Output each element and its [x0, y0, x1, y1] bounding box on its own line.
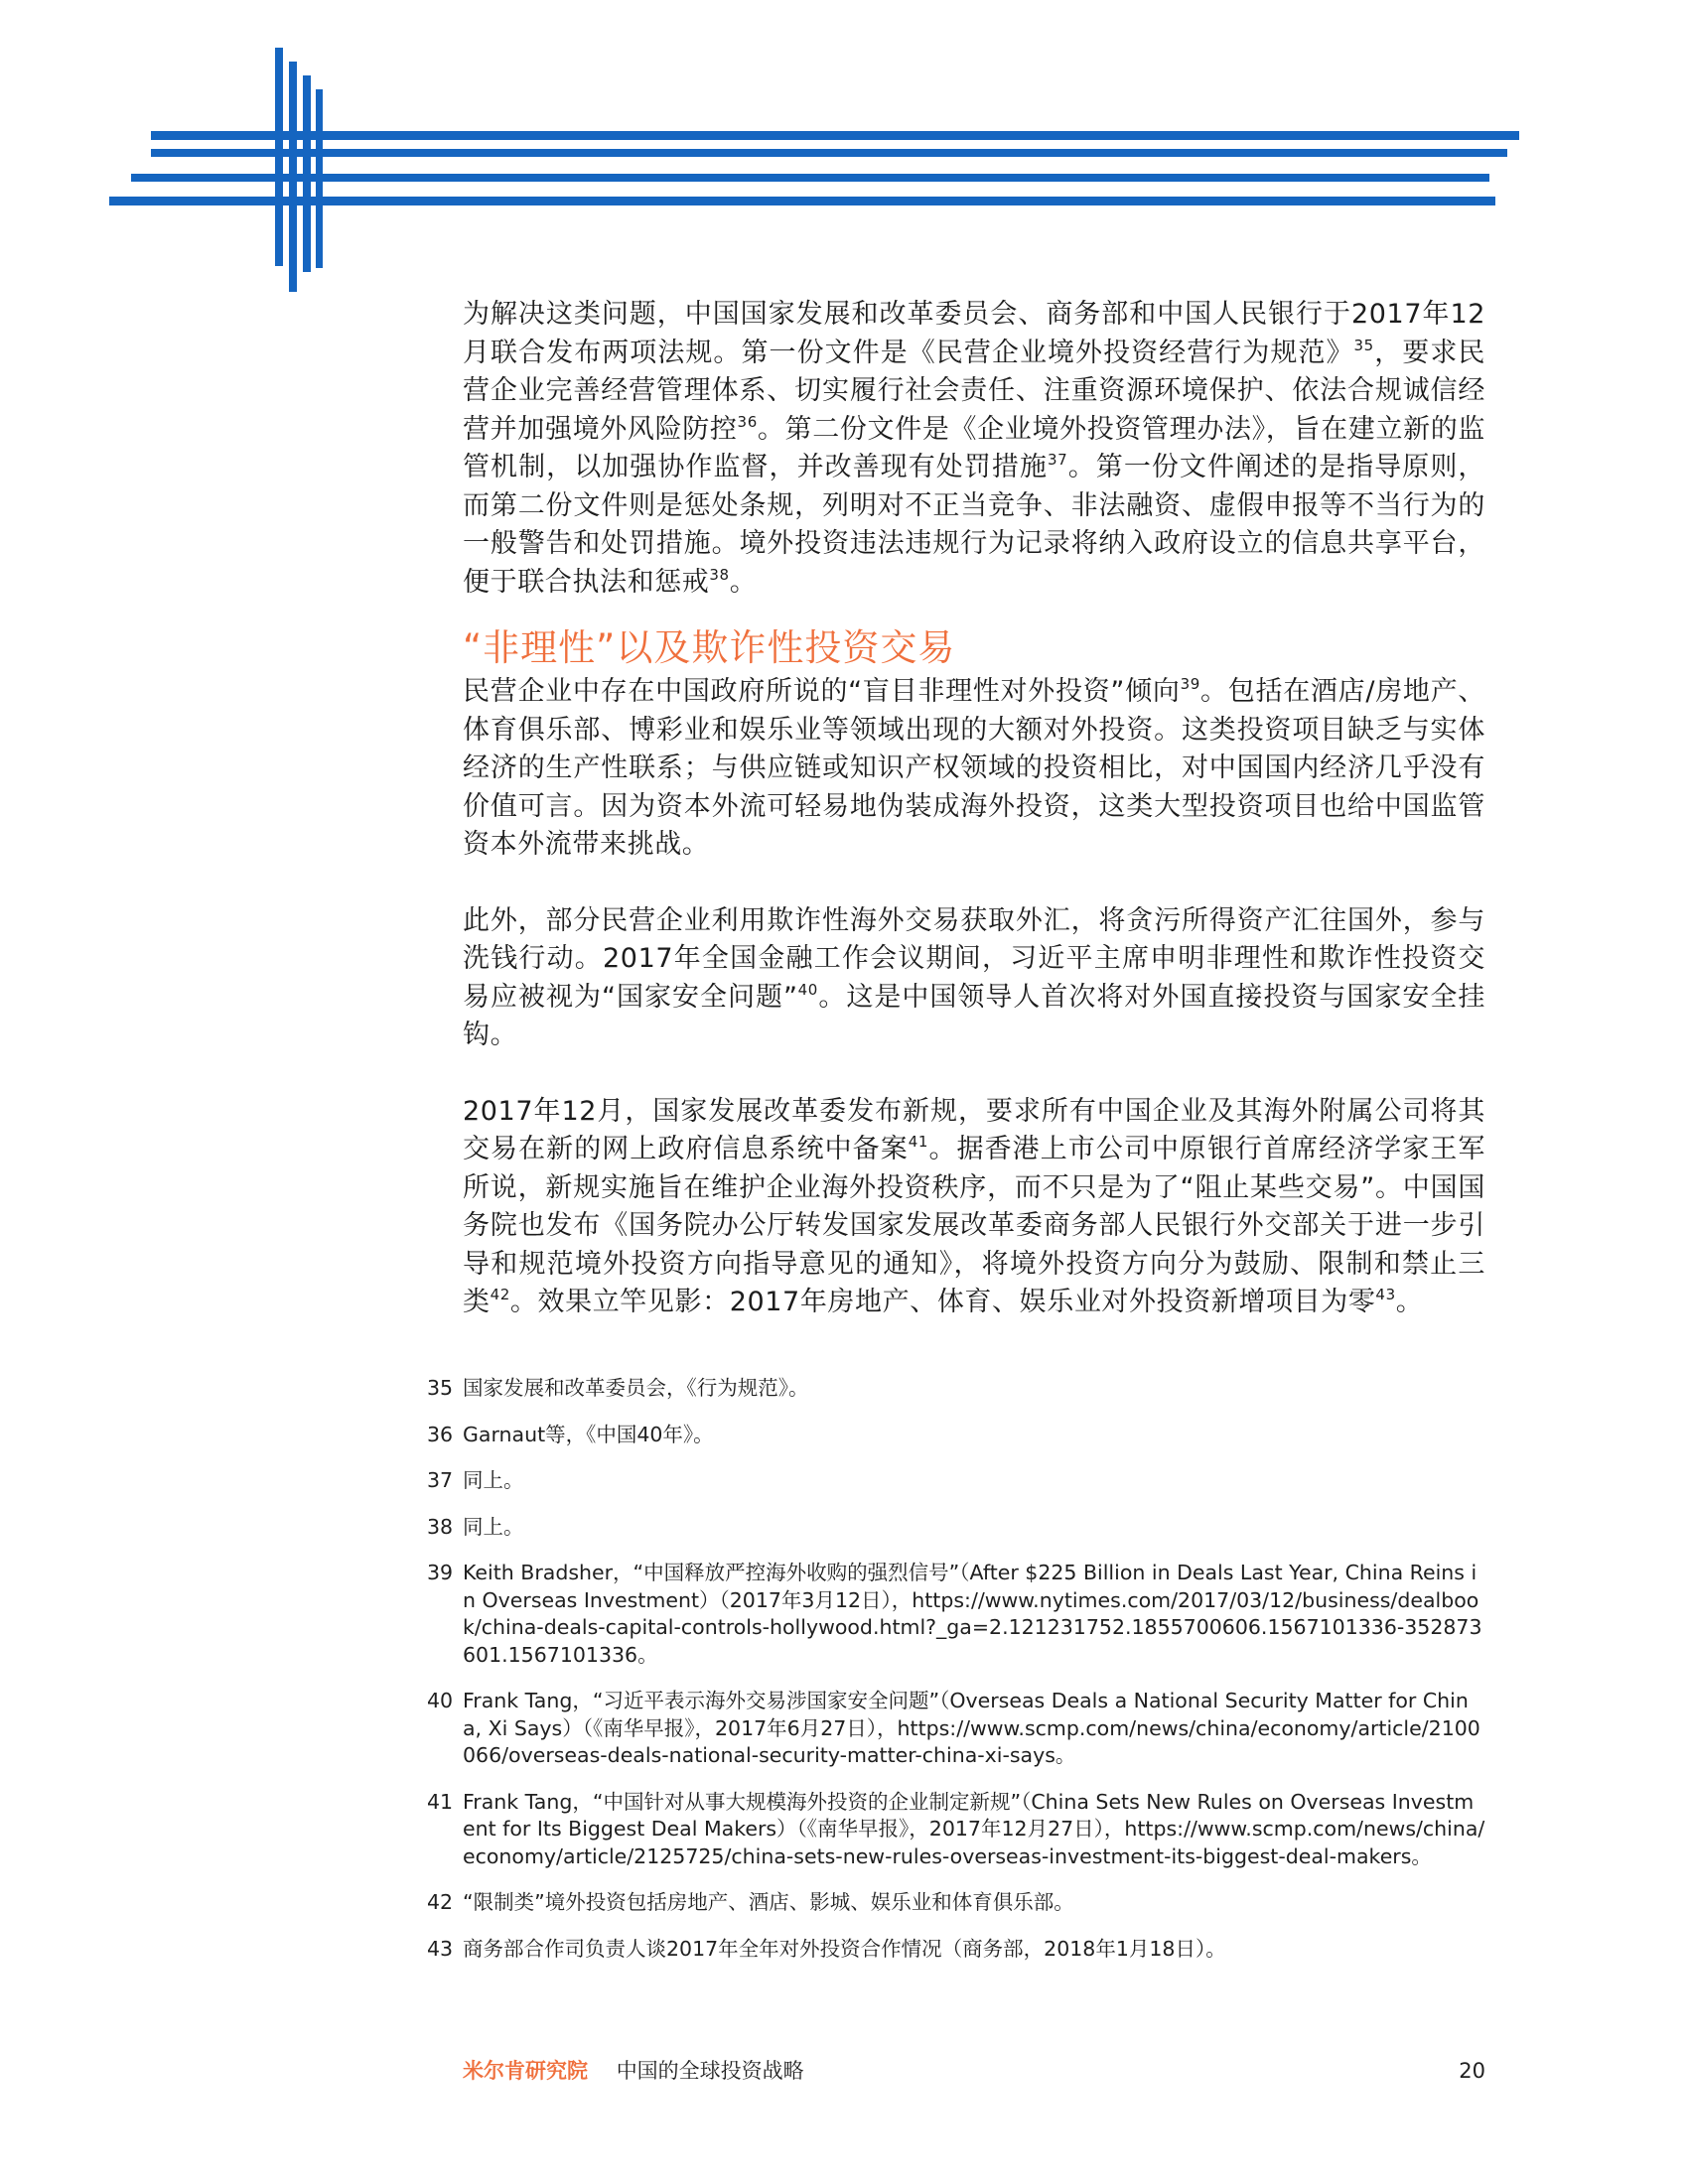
footnote-ref: 35: [1353, 336, 1374, 354]
text-run: 为解决这类问题，中国国家发展和改革委员会、商务部和中国人民银行于2017年12月联合发布两项法规。第一份文件是《民营企业境外投资经营行为规范》: [463, 299, 1485, 368]
footnote: [427, 1688, 1485, 1770]
text-run: 。据香港上市公司中原银行首席经济学家王军所说，新规实施旨在维护企业海外投资秩序，而不只是为了“阻止某些交易”。中国国务院也发布《国务院办公厅转发国家发展改革委商务部人民银行外交部关于进一步引导和规范境外投资方向指导意见的通知》，将境外投资方向分为鼓励、限制和禁止三类: [463, 1134, 1486, 1317]
text-run: 民营企业中存在中国政府所说的“盲目非理性对外投资”倾向: [463, 676, 1181, 707]
footnote-number: 40: [427, 1689, 454, 1712]
footnote-text: 同上。: [463, 1514, 524, 1539]
footnote: [427, 1514, 1485, 1542]
footnote: [427, 1467, 1485, 1495]
footnote-text: Frank Tang，“中国针对从事大规模海外投资的企业制定新规”（China Sets New Rules on Overseas Investment for Its Biggest Deal Makers）（《南华早报》，2017年12月27日），https://www.scmp.com/news/china/economy/article/2125725/china-sets-new-rules-overseas-investment-its-biggest-deal-makers。: [463, 1789, 1485, 1868]
paragraph-fraudulent-deals: [463, 902, 1485, 1055]
footnote-number: 43: [427, 1936, 454, 1961]
footnote-text: 商务部合作司负责人谈2017年全年对外投资合作情况（商务部，2018年1月18日）。: [463, 1936, 1226, 1961]
text-run: 。第二份文件是《企业境外投资管理办法》，旨在建立新的监管机制，以加强协作监督，并改善现有处罚措施: [463, 413, 1486, 482]
page-number: 20: [1459, 2059, 1485, 2083]
footnote-number: 42: [427, 1890, 454, 1914]
footnote-text: “限制类”境外投资包括房地产、酒店、影城、娱乐业和体育俱乐部。: [463, 1890, 1074, 1914]
text-run: 。: [729, 566, 758, 598]
footnote: [427, 1889, 1485, 1917]
paragraph-regulations: [463, 296, 1485, 602]
footnote: [427, 1789, 1485, 1871]
article-body: [463, 296, 1485, 1322]
footnote-ref: 38: [709, 565, 730, 584]
footnote-ref: 36: [737, 412, 758, 431]
footnote: [427, 1936, 1485, 1964]
footnote-number: 39: [427, 1561, 454, 1584]
text-run: 。这是中国领导人首次将对外国直接投资与国家安全挂钩。: [463, 981, 1485, 1050]
footnote-text: 国家发展和改革委员会，《行为规范》。: [463, 1376, 809, 1400]
footnote-ref: 40: [797, 980, 818, 999]
footnote-text: 同上。: [463, 1468, 524, 1492]
header-lines-decoration: [0, 0, 1688, 318]
footnote-ref: 41: [908, 1133, 929, 1151]
footnote-ref: 42: [490, 1286, 510, 1303]
footnote-number: 36: [427, 1422, 454, 1446]
footnote-number: 41: [427, 1789, 454, 1814]
text-run: 。效果立竿见影：2017年房地产、体育、娱乐业对外投资新增项目为零: [509, 1287, 1376, 1317]
footnote: [427, 1375, 1485, 1403]
footnote-ref: 43: [1375, 1286, 1396, 1303]
page-footer: [463, 2057, 1485, 2085]
text-run: 。第一份文件阐述的是指导原则，而第二份文件则是惩处条规，列明对不正当竞争、非法融资、虚假申报等不当行为的一般警告和处罚措施。境外投资违法违规行为记录将纳入政府设立的信息共享平台，便于联合执法和惩戒: [463, 452, 1486, 598]
footnote-number: 37: [427, 1468, 454, 1492]
footnote-text: Garnaut等，《中国40年》。: [463, 1422, 714, 1446]
section-heading: “非理性”以及欺诈性投资交易: [463, 626, 956, 669]
footnote: [427, 1560, 1485, 1669]
text-run: 。包括在酒店/房地产、体育俱乐部、博彩业和娱乐业等领域出现的大额对外投资。这类投资项目缺乏与实体经济的生产性联系；与供应链或知识产权领域的投资相比，对中国国内经济几乎没有价值可言。因为资本外流可轻易地伪装成海外投资，这类大型投资项目也给中国监管资本外流带来挑战。: [463, 676, 1485, 860]
text-run: 此外，部分民营企业利用欺诈性海外交易获取外汇，将贪污所得资产汇往国外，参与洗钱行动。2017年全国金融工作会议期间，习近平主席申明非理性和欺诈性投资交易应被视为“国家安全问题”: [463, 904, 1485, 1013]
footnote-number: 38: [427, 1514, 454, 1539]
text-run: ，要求民营企业完善经营管理体系、切实履行社会责任、注重资源环境保护、依法合规诚信经营并加强境外风险防控: [463, 337, 1486, 445]
footnote-ref: 37: [1048, 451, 1068, 469]
footnotes: [427, 1375, 1485, 1981]
paragraph-new-rules: [463, 1093, 1485, 1322]
footnote-number: 35: [427, 1376, 454, 1400]
text-run: 2017年12月，国家发展改革委发布新规，要求所有中国企业及其海外附属公司将其交易在新的网上政府信息系统中备案: [463, 1095, 1485, 1164]
text-run: 。: [1395, 1287, 1424, 1317]
footer-report-title: 中国的全球投资战略: [616, 2059, 804, 2083]
paragraph-irrational-investment: [463, 673, 1485, 865]
footnote-text: Frank Tang，“习近平表示海外交易涉国家安全问题”（Overseas Deals a National Security Matter for China, Xi Says）（《南华早报》，2017年6月27日），https://www.scmp.com/news/china/economy/article/2100066/overseas-deals-national-security-matter-china-xi-says。: [463, 1689, 1480, 1767]
footnote-ref: 39: [1180, 675, 1200, 693]
footnote: [427, 1422, 1485, 1449]
footer-brand: 米尔肯研究院: [463, 2059, 588, 2083]
footnote-text: Keith Bradsher，“中国释放严控海外收购的强烈信号”（After $225 Billion in Deals Last Year, China Reins in Overseas Investment）（2017年3月12日），https://www.nytimes.com/2017/03/12/business/dealbook/china-deals-capital-controls-hollywood.html?_ga=2.121231752.1855700606.1567101336-352873601.1567101336。: [463, 1561, 1482, 1667]
